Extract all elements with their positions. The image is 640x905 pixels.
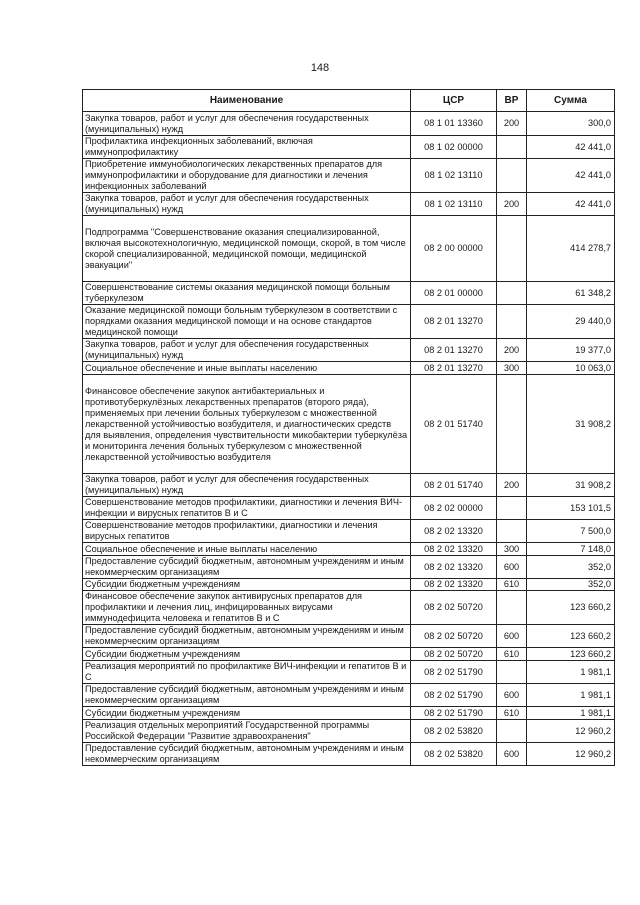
row-sum-cell: 1 981,1: [527, 661, 615, 684]
table-row: [83, 625, 615, 648]
row-vr-cell: 600: [497, 625, 527, 648]
table-row: [83, 112, 615, 136]
row-vr-cell: 600: [497, 556, 527, 579]
table-row: [83, 579, 615, 591]
row-sum-cell: 123 660,2: [527, 648, 615, 661]
row-sum-cell: 42 441,0: [527, 136, 615, 159]
header-name: Наименование: [83, 90, 411, 112]
row-name-cell: Реализация отдельных мероприятий Государственной программы Российской Федерации "Развитие здравоохранения": [83, 720, 411, 743]
row-vr-cell: 200: [497, 112, 527, 136]
table-row: [83, 497, 615, 520]
row-vr-cell: [497, 216, 527, 282]
row-name-cell: Приобретение иммунобиологических лекарственных препаратов для иммунопрофилактики и оборудование для диагностики и лечения инфекционных заболеваний: [83, 159, 411, 193]
row-sum-cell: 414 278,7: [527, 216, 615, 282]
row-vr-cell: [497, 305, 527, 339]
row-csr-cell: 08 2 01 13270: [411, 305, 497, 339]
table-row: [83, 707, 615, 720]
row-csr-cell: 08 2 00 00000: [411, 216, 497, 282]
row-sum-cell: 352,0: [527, 556, 615, 579]
row-sum-cell: 153 101,5: [527, 497, 615, 520]
budget-table: [82, 89, 615, 766]
row-name-cell: Финансовое обеспечение закупок антивирусных препаратов для профилактики и лечения лиц, инфицированных вирусами иммунодефицита человека и гепатитов В и С: [83, 591, 411, 625]
row-csr-cell: 08 2 02 13320: [411, 579, 497, 591]
row-sum-cell: 42 441,0: [527, 193, 615, 216]
row-csr-cell: 08 2 01 13270: [411, 362, 497, 375]
table-row: [83, 193, 615, 216]
row-csr-cell: 08 2 01 51740: [411, 474, 497, 497]
table-row: [83, 743, 615, 766]
row-sum-cell: 7 148,0: [527, 543, 615, 556]
table-row: [83, 520, 615, 543]
row-name-cell: Оказание медицинской помощи больным туберкулезом в соответствии с порядками оказания медицинской помощи и на основе стандартов медицинской помощи: [83, 305, 411, 339]
row-vr-cell: 610: [497, 707, 527, 720]
row-vr-cell: 200: [497, 474, 527, 497]
row-vr-cell: 610: [497, 648, 527, 661]
row-name-cell: Финансовое обеспечение закупок антибактериальных и противотуберкулёзных лекарственных препаратов (второго ряда), применяемых при лечении больных туберкулезом с множественной лекарственной устойчивостью возбудителя, и диагностических средств для выявления, определения чувствительности микобактерии туберкулёза и мониторинга лечения больных туберкулезом с множественной лекарственной устойчивостью возбудителя: [83, 375, 411, 474]
row-vr-cell: [497, 375, 527, 474]
row-csr-cell: 08 2 01 13270: [411, 339, 497, 362]
table-row: [83, 543, 615, 556]
row-vr-cell: [497, 720, 527, 743]
row-csr-cell: 08 1 02 13110: [411, 159, 497, 193]
row-csr-cell: 08 2 02 50720: [411, 591, 497, 625]
row-name-cell: Реализация мероприятий по профилактике ВИЧ-инфекции и гепатитов В и С: [83, 661, 411, 684]
row-sum-cell: 42 441,0: [527, 159, 615, 193]
table-row: [83, 474, 615, 497]
row-sum-cell: 61 348,2: [527, 282, 615, 305]
table-row: [83, 362, 615, 375]
row-name-cell: Социальное обеспечение и иные выплаты населению: [83, 543, 411, 556]
table-row: [83, 339, 615, 362]
row-vr-cell: 600: [497, 684, 527, 707]
row-csr-cell: 08 2 02 00000: [411, 497, 497, 520]
row-vr-cell: [497, 497, 527, 520]
row-name-cell: Субсидии бюджетным учреждениям: [83, 648, 411, 661]
row-vr-cell: 610: [497, 579, 527, 591]
row-vr-cell: 300: [497, 543, 527, 556]
header-sum: Сумма: [527, 90, 615, 112]
table-row: [83, 375, 615, 474]
row-sum-cell: 31 908,2: [527, 375, 615, 474]
row-sum-cell: 12 960,2: [527, 743, 615, 766]
table-row: [83, 556, 615, 579]
table-row: [83, 720, 615, 743]
row-csr-cell: 08 2 02 13320: [411, 520, 497, 543]
row-csr-cell: 08 2 01 51740: [411, 375, 497, 474]
row-sum-cell: 1 981,1: [527, 684, 615, 707]
row-vr-cell: 600: [497, 743, 527, 766]
row-csr-cell: 08 2 02 51790: [411, 707, 497, 720]
row-name-cell: Закупка товаров, работ и услуг для обеспечения государственных (муниципальных) нужд: [83, 339, 411, 362]
table-header-row: [83, 90, 615, 112]
row-name-cell: Субсидии бюджетным учреждениям: [83, 579, 411, 591]
table-row: [83, 661, 615, 684]
row-sum-cell: 7 500,0: [527, 520, 615, 543]
row-vr-cell: [497, 591, 527, 625]
row-name-cell: Совершенствование методов профилактики, диагностики и лечения ВИЧ-инфекции и вирусных гепатитов В и С: [83, 497, 411, 520]
row-csr-cell: 08 1 02 13110: [411, 193, 497, 216]
row-name-cell: Закупка товаров, работ и услуг для обеспечения государственных (муниципальных) нужд: [83, 193, 411, 216]
row-vr-cell: [497, 661, 527, 684]
row-name-cell: Предоставление субсидий бюджетным, автономным учреждениям и иным некоммерческим организациям: [83, 743, 411, 766]
row-name-cell: Предоставление субсидий бюджетным, автономным учреждениям и иным некоммерческим организациям: [83, 625, 411, 648]
table-row: [83, 591, 615, 625]
row-vr-cell: 200: [497, 339, 527, 362]
row-name-cell: Закупка товаров, работ и услуг для обеспечения государственных (муниципальных) нужд: [83, 474, 411, 497]
row-sum-cell: 300,0: [527, 112, 615, 136]
row-vr-cell: 200: [497, 193, 527, 216]
row-name-cell: Субсидии бюджетным учреждениям: [83, 707, 411, 720]
row-csr-cell: 08 1 01 13360: [411, 112, 497, 136]
row-vr-cell: [497, 282, 527, 305]
row-csr-cell: 08 1 02 00000: [411, 136, 497, 159]
row-csr-cell: 08 2 02 50720: [411, 625, 497, 648]
row-csr-cell: 08 2 02 13320: [411, 543, 497, 556]
row-sum-cell: 12 960,2: [527, 720, 615, 743]
row-csr-cell: 08 2 02 53820: [411, 720, 497, 743]
row-sum-cell: 123 660,2: [527, 591, 615, 625]
row-name-cell: Социальное обеспечение и иные выплаты населению: [83, 362, 411, 375]
row-csr-cell: 08 2 01 00000: [411, 282, 497, 305]
row-csr-cell: 08 2 02 51790: [411, 684, 497, 707]
row-name-cell: Профилактика инфекционных заболеваний, включая иммунопрофилактику: [83, 136, 411, 159]
row-name-cell: Совершенствование системы оказания медицинской помощи больным туберкулезом: [83, 282, 411, 305]
table-row: [83, 305, 615, 339]
table-row: [83, 648, 615, 661]
header-vr: ВР: [497, 90, 527, 112]
row-vr-cell: [497, 520, 527, 543]
row-name-cell: Совершенствование методов профилактики, диагностики и лечения вирусных гепатитов: [83, 520, 411, 543]
table-row: [83, 136, 615, 159]
row-sum-cell: 123 660,2: [527, 625, 615, 648]
row-csr-cell: 08 2 02 50720: [411, 648, 497, 661]
header-csr: ЦСР: [411, 90, 497, 112]
row-sum-cell: 352,0: [527, 579, 615, 591]
table-body: [83, 112, 615, 766]
table-row: [83, 216, 615, 282]
row-sum-cell: 1 981,1: [527, 707, 615, 720]
row-name-cell: Подпрограмма "Совершенствование оказания специализированной, включая высокотехнологичную, медицинской помощи, скорой, в том числе скорой специализированной, медицинской помощи, медицинской эвакуации": [83, 216, 411, 282]
table-row: [83, 282, 615, 305]
row-name-cell: Закупка товаров, работ и услуг для обеспечения государственных (муниципальных) нужд: [83, 112, 411, 136]
row-name-cell: Предоставление субсидий бюджетным, автономным учреждениям и иным некоммерческим организациям: [83, 684, 411, 707]
row-csr-cell: 08 2 02 53820: [411, 743, 497, 766]
row-sum-cell: 10 063,0: [527, 362, 615, 375]
row-name-cell: Предоставление субсидий бюджетным, автономным учреждениям и иным некоммерческим организациям: [83, 556, 411, 579]
row-csr-cell: 08 2 02 13320: [411, 556, 497, 579]
row-vr-cell: 300: [497, 362, 527, 375]
page-number: 148: [310, 62, 330, 74]
row-csr-cell: 08 2 02 51790: [411, 661, 497, 684]
table-row: [83, 684, 615, 707]
row-vr-cell: [497, 159, 527, 193]
row-sum-cell: 31 908,2: [527, 474, 615, 497]
row-vr-cell: [497, 136, 527, 159]
table-row: [83, 159, 615, 193]
row-sum-cell: 19 377,0: [527, 339, 615, 362]
row-sum-cell: 29 440,0: [527, 305, 615, 339]
